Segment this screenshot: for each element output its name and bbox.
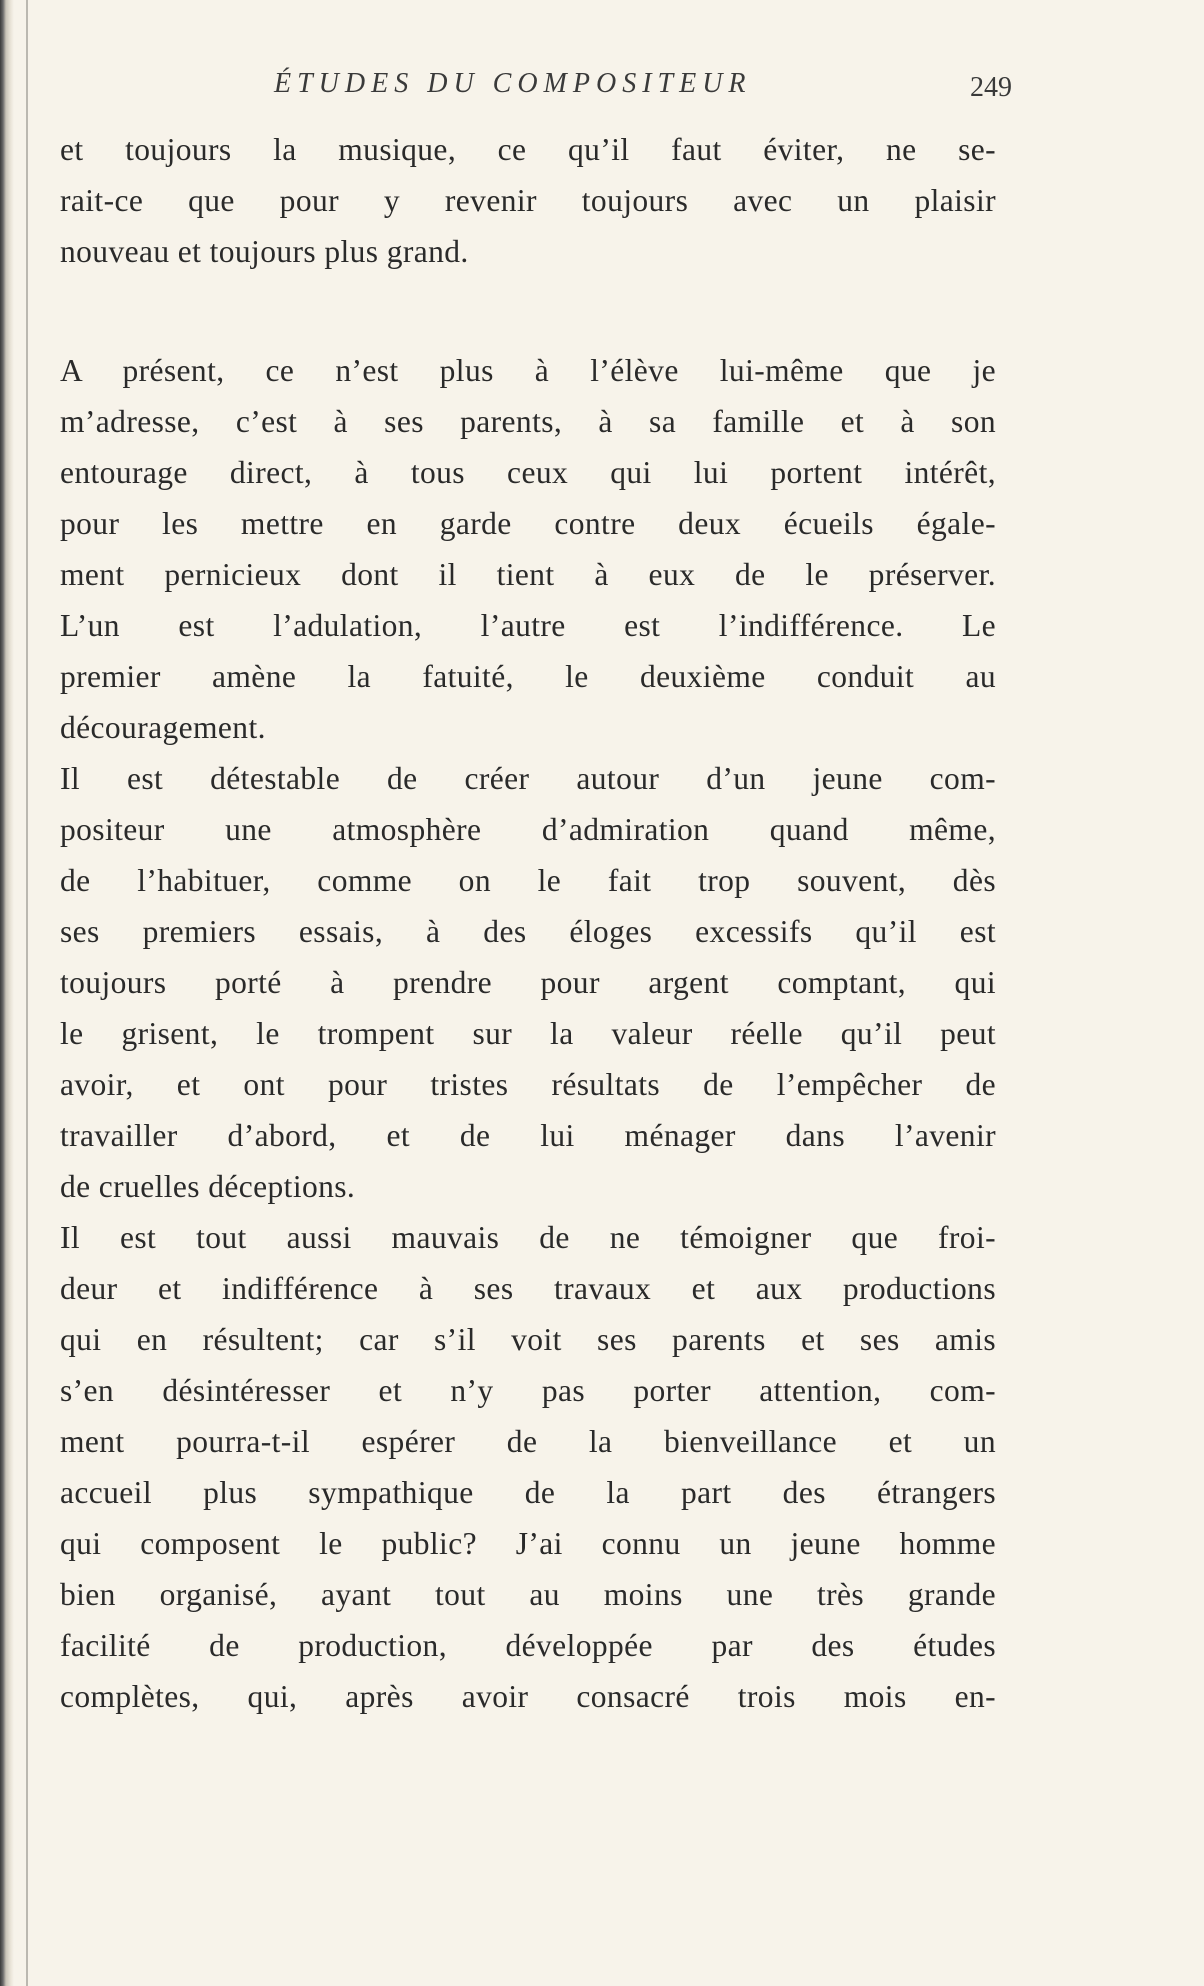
text-line: ment pernicieux dont il tient à eux de le préserver. bbox=[60, 557, 996, 592]
text-line: m’adresse, c’est à ses parents, à sa famille et à son bbox=[60, 404, 996, 439]
text-line: découragement. bbox=[60, 710, 266, 745]
text-line: Il est tout aussi mauvais de ne témoigner que froi- bbox=[60, 1220, 996, 1255]
text-line: qui composent le public? J’ai connu un jeune homme bbox=[60, 1526, 996, 1561]
text-line: ses premiers essais, à des éloges excessifs qu’il est bbox=[60, 914, 996, 949]
text-line: deur et indifférence à ses travaux et aux productions bbox=[60, 1271, 996, 1306]
text-line: Il est détestable de créer autour d’un jeune com- bbox=[60, 761, 996, 796]
text-line: pour les mettre en garde contre deux écueils égale- bbox=[60, 506, 996, 541]
text-line: travailler d’abord, et de lui ménager dans l’avenir bbox=[60, 1118, 996, 1153]
paragraph bbox=[60, 1212, 996, 1722]
text-line: facilité de production, développée par des études bbox=[60, 1628, 996, 1663]
text-line: qui en résultent; car s’il voit ses parents et ses amis bbox=[60, 1322, 996, 1357]
paragraph bbox=[60, 753, 996, 1212]
text-line: accueil plus sympathique de la part des étrangers bbox=[60, 1475, 996, 1510]
text-line: rait-ce que pour y revenir toujours avec un plaisir bbox=[60, 183, 996, 218]
text-line: entourage direct, à tous ceux qui lui portent intérêt, bbox=[60, 455, 996, 490]
book-binding-edge bbox=[0, 0, 14, 1986]
text-line: A présent, ce n’est plus à l’élève lui-même que je bbox=[60, 353, 996, 388]
text-line: s’en désintéresser et n’y pas porter attention, com- bbox=[60, 1373, 996, 1408]
text-line: positeur une atmosphère d’admiration quand même, bbox=[60, 812, 996, 847]
page-body bbox=[60, 124, 996, 1722]
paragraph-gap bbox=[60, 277, 996, 345]
text-line: bien organisé, ayant tout au moins une très grande bbox=[60, 1577, 996, 1612]
text-line: et toujours la musique, ce qu’il faut éviter, ne se- bbox=[60, 132, 996, 167]
binding-shadow-line bbox=[26, 0, 28, 1986]
page-header bbox=[60, 64, 1012, 114]
page-number: 249 bbox=[970, 72, 1012, 103]
running-title: ÉTUDES DU COMPOSITEUR bbox=[274, 68, 752, 99]
text-line: le grisent, le trompent sur la valeur réelle qu’il peut bbox=[60, 1016, 996, 1051]
paragraph bbox=[60, 124, 996, 277]
text-line: avoir, et ont pour tristes résultats de l’empêcher de bbox=[60, 1067, 996, 1102]
text-line: premier amène la fatuité, le deuxième conduit au bbox=[60, 659, 996, 694]
text-line: ment pourra-t-il espérer de la bienveillance et un bbox=[60, 1424, 996, 1459]
text-line: L’un est l’adulation, l’autre est l’indifférence. Le bbox=[60, 608, 996, 643]
text-line: toujours porté à prendre pour argent comptant, qui bbox=[60, 965, 996, 1000]
text-line: complètes, qui, après avoir consacré trois mois en- bbox=[60, 1679, 996, 1714]
text-line: nouveau et toujours plus grand. bbox=[60, 234, 469, 269]
paragraph bbox=[60, 345, 996, 753]
text-line: de cruelles déceptions. bbox=[60, 1169, 356, 1204]
text-line: de l’habituer, comme on le fait trop souvent, dès bbox=[60, 863, 996, 898]
